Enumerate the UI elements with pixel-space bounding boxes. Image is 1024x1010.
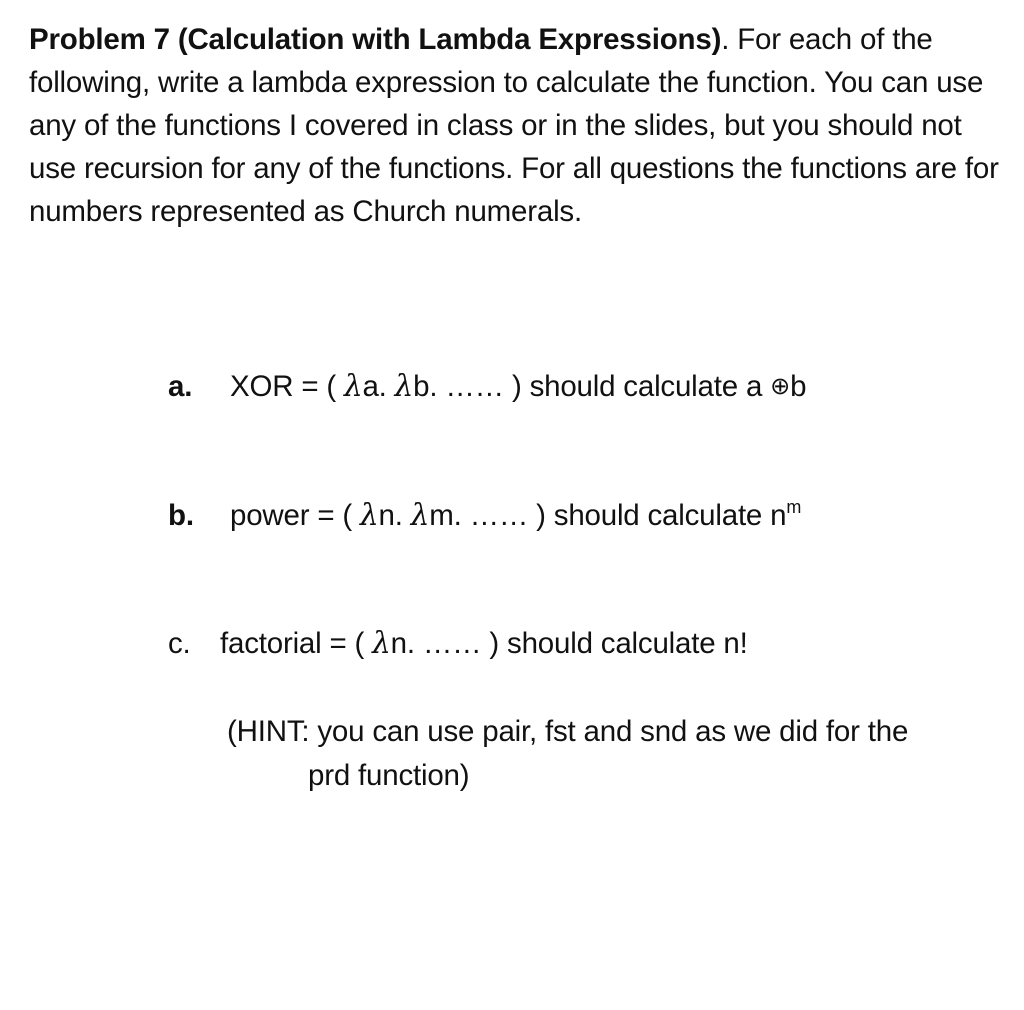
problem-statement: [29, 18, 1004, 233]
question-a-name: XOR = (: [230, 370, 344, 403]
hint-note: [227, 710, 1007, 798]
hint-line-2: prd function): [308, 759, 470, 792]
question-marker-a: a.: [168, 370, 193, 403]
xor-operator-symbol: ⊕: [770, 372, 791, 400]
hint-line-1: (HINT: you can use pair, fst and snd as we did for the: [227, 715, 909, 748]
exponent: m: [786, 497, 802, 517]
question-c-var1: n. …… ) should calculate n!: [390, 627, 748, 660]
question-c-name: factorial = (: [220, 627, 373, 660]
question-b-var2: m. …… ) should calculate n: [429, 499, 787, 532]
question-marker-c: c.: [168, 627, 191, 660]
lambda-symbol: λ: [372, 626, 391, 660]
question-b-var1: n.: [378, 499, 411, 532]
lambda-symbol: λ: [360, 498, 379, 532]
lambda-symbol: λ: [343, 369, 363, 403]
problem-title: Problem 7 (Calculation with Lambda Expressions): [29, 23, 722, 56]
lambda-symbol: λ: [394, 369, 414, 403]
question-b-name: power = (: [230, 499, 360, 532]
question-b: [168, 494, 801, 537]
question-a: [168, 365, 806, 408]
question-a-var2: b. …… ) should calculate a: [413, 370, 771, 403]
question-a-tail: b: [790, 370, 807, 403]
lambda-symbol: λ: [410, 498, 430, 532]
question-marker-b: b.: [168, 499, 194, 532]
problem-intro: . For each of the following, write a lambda expression to calculate the function. You can use any of the functions I covered in class or in the slides, but you should not use recursion for any of the functions. For all questions the functions are for numbers represented as Church numerals.: [29, 23, 999, 228]
question-a-var1: a.: [362, 370, 395, 403]
question-c: [168, 622, 748, 665]
